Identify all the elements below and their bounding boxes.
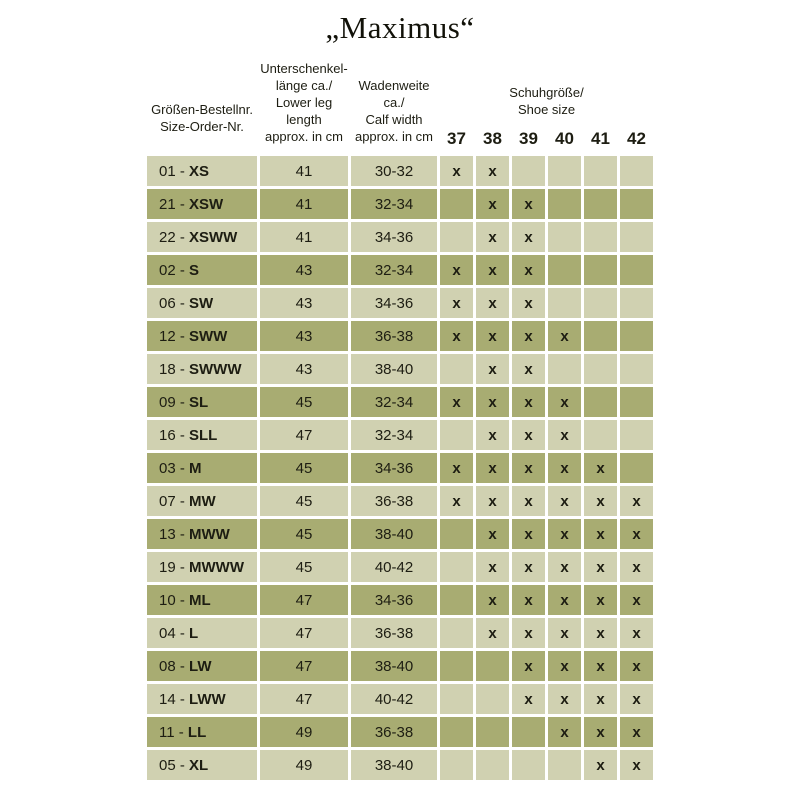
size-order-cell [147, 156, 257, 186]
shoe-size-mark-cell: x [548, 651, 581, 681]
shoe-size-mark-cell: x [476, 255, 509, 285]
shoe-size-mark-cell: x [548, 717, 581, 747]
shoe-size-mark-cell: x [476, 519, 509, 549]
shoe-size-mark-cell [476, 651, 509, 681]
shoe-size-mark-cell: x [584, 486, 617, 516]
size-order-cell [147, 387, 257, 417]
size-order-cell [147, 255, 257, 285]
shoe-size-mark-cell [512, 717, 545, 747]
table-header [147, 61, 653, 153]
shoe-size-mark-cell [440, 222, 473, 252]
shoe-size-mark-cell: x [620, 552, 653, 582]
leg-length-cell: 45 [260, 552, 348, 582]
shoe-size-mark-cell: x [512, 486, 545, 516]
size-order-cell [147, 750, 257, 780]
table-row [147, 354, 653, 384]
shoe-size-mark-cell: x [548, 453, 581, 483]
shoe-size-mark-cell: x [584, 684, 617, 714]
leg-length-cell: 41 [260, 189, 348, 219]
calf-width-cell: 38-40 [351, 354, 437, 384]
calf-width-cell: 36-38 [351, 618, 437, 648]
size-order-cell [147, 684, 257, 714]
header-shoe-size-42: 42 [627, 129, 646, 149]
order-number: 16 - [159, 426, 190, 444]
shoe-size-mark-cell: x [476, 585, 509, 615]
shoe-size-mark-cell [440, 519, 473, 549]
leg-length-cell: 43 [260, 255, 348, 285]
calf-width-cell: 32-34 [351, 255, 437, 285]
leg-length-cell: 43 [260, 288, 348, 318]
header-shoe-size-41: 41 [591, 129, 610, 149]
shoe-size-mark-cell [512, 156, 545, 186]
shoe-size-mark-cell: x [440, 453, 473, 483]
shoe-size-mark-cell [584, 222, 617, 252]
order-number: 03 - [159, 459, 190, 477]
shoe-size-mark-cell: x [512, 354, 545, 384]
shoe-size-mark-cell: x [584, 717, 617, 747]
size-order-cell [147, 453, 257, 483]
calf-width-cell: 38-40 [351, 651, 437, 681]
shoe-size-mark-cell: x [440, 321, 473, 351]
header-line: approx. in cm [264, 128, 344, 144]
shoe-size-mark-cell [548, 288, 581, 318]
size-order-cell [147, 222, 257, 252]
shoe-size-mark-cell: x [440, 255, 473, 285]
size-table [144, 58, 656, 783]
shoe-size-mark-cell [620, 156, 653, 186]
size-order-cell [147, 618, 257, 648]
size-order-cell [147, 717, 257, 747]
header-line: Schuhgröße/ [509, 85, 584, 101]
size-order-cell [147, 420, 257, 450]
shoe-size-mark-cell [620, 354, 653, 384]
shoe-size-mark-cell: x [512, 519, 545, 549]
order-number: 13 - [159, 525, 190, 543]
shoe-size-mark-cell [440, 651, 473, 681]
shoe-size-mark-cell [440, 420, 473, 450]
size-code: LWW [189, 690, 226, 708]
calf-width-cell: 36-38 [351, 321, 437, 351]
header-shoe-size-37: 37 [447, 129, 466, 149]
header-size-order [147, 61, 257, 153]
leg-length-cell: 43 [260, 354, 348, 384]
shoe-size-mark-cell [620, 387, 653, 417]
size-code: XL [189, 756, 209, 774]
shoe-size-mark-cell [476, 684, 509, 714]
size-code: MWWW [189, 558, 244, 576]
shoe-size-mark-cell [440, 717, 473, 747]
table-row [147, 552, 653, 582]
shoe-size-mark-cell: x [584, 585, 617, 615]
shoe-size-mark-cell: x [584, 618, 617, 648]
header-shoe-size-38: 38 [483, 129, 502, 149]
leg-length-cell: 47 [260, 651, 348, 681]
shoe-size-mark-cell: x [548, 585, 581, 615]
order-number: 21 - [159, 195, 190, 213]
size-order-cell [147, 585, 257, 615]
shoe-size-mark-cell [620, 189, 653, 219]
shoe-size-mark-cell: x [476, 288, 509, 318]
shoe-size-mark-cell: x [548, 321, 581, 351]
shoe-size-mark-cell: x [476, 453, 509, 483]
shoe-size-mark-cell: x [584, 651, 617, 681]
shoe-size-mark-cell: x [512, 684, 545, 714]
shoe-size-mark-cell [440, 618, 473, 648]
header-calf-width [351, 61, 437, 153]
order-number: 09 - [159, 393, 190, 411]
shoe-size-mark-cell [476, 750, 509, 780]
size-order-cell [147, 354, 257, 384]
calf-width-cell: 32-34 [351, 189, 437, 219]
header-shoe-size-39: 39 [519, 129, 538, 149]
shoe-size-mark-cell: x [476, 222, 509, 252]
calf-width-cell: 36-38 [351, 717, 437, 747]
leg-length-cell: 47 [260, 420, 348, 450]
table-row [147, 189, 653, 219]
shoe-size-mark-cell: x [620, 684, 653, 714]
table-row [147, 519, 653, 549]
header-line: länge ca./ [275, 77, 333, 93]
calf-width-cell: 38-40 [351, 519, 437, 549]
shoe-size-mark-cell: x [440, 156, 473, 186]
shoe-size-mark-cell [548, 156, 581, 186]
shoe-size-mark-cell [584, 156, 617, 186]
table-row [147, 585, 653, 615]
size-code: SL [189, 393, 209, 411]
header-line: Wadenweite ca./ [358, 77, 430, 110]
shoe-size-mark-cell: x [512, 552, 545, 582]
shoe-size-mark-cell: x [476, 387, 509, 417]
order-number: 18 - [159, 360, 190, 378]
order-number: 01 - [159, 162, 190, 180]
shoe-size-mark-cell [476, 717, 509, 747]
shoe-size-mark-cell: x [476, 189, 509, 219]
shoe-size-mark-cell [440, 354, 473, 384]
shoe-size-mark-cell [620, 288, 653, 318]
shoe-size-mark-cell: x [440, 288, 473, 318]
calf-width-cell: 40-42 [351, 684, 437, 714]
table-row [147, 486, 653, 516]
leg-length-cell: 49 [260, 717, 348, 747]
size-code: SLL [189, 426, 218, 444]
header-line: approx. in cm [354, 128, 434, 144]
calf-width-cell: 34-36 [351, 453, 437, 483]
table-row [147, 717, 653, 747]
table-row [147, 420, 653, 450]
shoe-size-mark-cell: x [512, 453, 545, 483]
order-number: 22 - [159, 228, 190, 246]
leg-length-cell: 47 [260, 618, 348, 648]
shoe-size-mark-cell: x [476, 156, 509, 186]
size-code: MWW [189, 525, 230, 543]
shoe-size-mark-cell: x [512, 585, 545, 615]
shoe-size-mark-cell: x [548, 387, 581, 417]
size-code: MW [189, 492, 216, 510]
table-row [147, 255, 653, 285]
size-order-cell [147, 552, 257, 582]
shoe-size-mark-cell [620, 255, 653, 285]
shoe-size-mark-cell: x [512, 387, 545, 417]
table-row [147, 651, 653, 681]
size-code: SW [189, 294, 214, 312]
shoe-size-mark-cell: x [620, 585, 653, 615]
shoe-size-mark-cell: x [512, 288, 545, 318]
table-row [147, 156, 653, 186]
size-order-cell [147, 519, 257, 549]
shoe-size-mark-cell [440, 189, 473, 219]
shoe-size-mark-cell: x [512, 255, 545, 285]
shoe-size-mark-cell: x [620, 486, 653, 516]
shoe-size-mark-cell [440, 684, 473, 714]
shoe-size-mark-cell [620, 420, 653, 450]
page-title: „Maximus“ [325, 10, 475, 45]
shoe-size-mark-cell: x [548, 519, 581, 549]
calf-width-cell: 34-36 [351, 585, 437, 615]
shoe-size-mark-cell: x [548, 552, 581, 582]
shoe-size-mark-cell [584, 321, 617, 351]
shoe-size-mark-cell [620, 453, 653, 483]
shoe-size-mark-cell [584, 354, 617, 384]
size-code: S [189, 261, 200, 279]
leg-length-cell: 47 [260, 684, 348, 714]
table-row [147, 750, 653, 780]
shoe-size-mark-cell: x [476, 321, 509, 351]
size-code: XS [189, 162, 210, 180]
table-row [147, 321, 653, 351]
shoe-size-mark-cell: x [620, 717, 653, 747]
shoe-size-mark-cell: x [512, 420, 545, 450]
size-code: L [189, 624, 199, 642]
header-line: Shoe size [517, 102, 576, 118]
table-row [147, 618, 653, 648]
size-order-cell [147, 651, 257, 681]
shoe-size-mark-cell: x [548, 684, 581, 714]
shoe-size-mark-cell: x [476, 486, 509, 516]
calf-width-cell: 38-40 [351, 750, 437, 780]
leg-length-cell: 45 [260, 453, 348, 483]
shoe-size-mark-cell: x [584, 552, 617, 582]
leg-length-cell: 49 [260, 750, 348, 780]
leg-length-cell: 45 [260, 387, 348, 417]
shoe-size-mark-cell: x [584, 750, 617, 780]
table-row [147, 387, 653, 417]
shoe-size-mark-cell: x [620, 519, 653, 549]
shoe-size-mark-cell: x [512, 189, 545, 219]
order-number: 11 - [159, 723, 188, 741]
shoe-size-mark-cell: x [476, 420, 509, 450]
shoe-size-mark-cell [548, 255, 581, 285]
shoe-size-mark-cell: x [620, 618, 653, 648]
header-line: Unterschenkel- [260, 61, 348, 76]
order-number: 07 - [159, 492, 190, 510]
leg-length-cell: 47 [260, 585, 348, 615]
header-lower-leg-length [260, 61, 348, 153]
shoe-size-mark-cell: x [548, 486, 581, 516]
shoe-size-mark-cell: x [620, 750, 653, 780]
shoe-size-mark-cell: x [476, 552, 509, 582]
shoe-size-mark-cell: x [548, 618, 581, 648]
header-line: Lower leg length [275, 94, 333, 127]
calf-width-cell: 34-36 [351, 288, 437, 318]
size-order-cell [147, 321, 257, 351]
leg-length-cell: 43 [260, 321, 348, 351]
shoe-size-mark-cell [548, 354, 581, 384]
size-code: XSWW [189, 228, 238, 246]
shoe-size-mark-cell [548, 189, 581, 219]
size-code: SWWW [189, 360, 242, 378]
shoe-size-mark-cell [440, 585, 473, 615]
shoe-size-mark-cell [440, 750, 473, 780]
shoe-size-mark-cell [512, 750, 545, 780]
shoe-size-mark-cell [440, 552, 473, 582]
shoe-size-mark-cell: x [440, 387, 473, 417]
shoe-size-mark-cell: x [548, 420, 581, 450]
calf-width-cell: 32-34 [351, 387, 437, 417]
order-number: 04 - [159, 624, 190, 642]
shoe-size-mark-cell: x [476, 618, 509, 648]
size-code: M [189, 459, 202, 477]
size-code: XSW [189, 195, 224, 213]
size-order-cell [147, 486, 257, 516]
table-row [147, 222, 653, 252]
shoe-size-mark-cell: x [620, 651, 653, 681]
table-row [147, 453, 653, 483]
calf-width-cell: 40-42 [351, 552, 437, 582]
order-number: 05 - [159, 756, 190, 774]
shoe-size-mark-cell [584, 189, 617, 219]
calf-width-cell: 34-36 [351, 222, 437, 252]
order-number: 08 - [159, 657, 190, 675]
order-number: 14 - [159, 690, 190, 708]
order-number: 19 - [159, 558, 190, 576]
leg-length-cell: 41 [260, 156, 348, 186]
table-body [147, 156, 653, 780]
shoe-size-mark-cell: x [584, 453, 617, 483]
leg-length-cell: 41 [260, 222, 348, 252]
size-order-cell [147, 288, 257, 318]
order-number: 06 - [159, 294, 190, 312]
header-line: Size-Order-Nr. [160, 118, 244, 134]
order-number: 02 - [159, 261, 190, 279]
table-row [147, 684, 653, 714]
shoe-size-mark-cell: x [512, 618, 545, 648]
shoe-size-mark-cell [548, 750, 581, 780]
order-number: 10 - [159, 591, 190, 609]
shoe-size-mark-cell [584, 288, 617, 318]
leg-length-cell: 45 [260, 519, 348, 549]
shoe-size-mark-cell: x [512, 222, 545, 252]
size-order-cell [147, 189, 257, 219]
header-shoe-size-group [440, 61, 653, 124]
calf-width-cell: 36-38 [351, 486, 437, 516]
size-code: SWW [189, 327, 228, 345]
header-line: Größen-Bestellnr. [151, 101, 253, 117]
shoe-size-mark-cell: x [512, 321, 545, 351]
shoe-size-mark-cell: x [584, 519, 617, 549]
shoe-size-mark-cell [620, 321, 653, 351]
header-shoe-size-40: 40 [555, 129, 574, 149]
order-number: 12 - [159, 327, 190, 345]
header-line: Calf width [365, 111, 423, 127]
shoe-size-mark-cell: x [512, 651, 545, 681]
shoe-size-mark-cell [620, 222, 653, 252]
shoe-size-mark-cell: x [440, 486, 473, 516]
table-row [147, 288, 653, 318]
shoe-size-mark-cell: x [476, 354, 509, 384]
shoe-size-mark-cell [584, 420, 617, 450]
size-code: LL [187, 723, 207, 741]
shoe-size-mark-cell [548, 222, 581, 252]
calf-width-cell: 30-32 [351, 156, 437, 186]
shoe-size-mark-cell [584, 387, 617, 417]
size-code: LW [189, 657, 212, 675]
leg-length-cell: 45 [260, 486, 348, 516]
shoe-size-mark-cell [584, 255, 617, 285]
calf-width-cell: 32-34 [351, 420, 437, 450]
size-code: ML [189, 591, 211, 609]
